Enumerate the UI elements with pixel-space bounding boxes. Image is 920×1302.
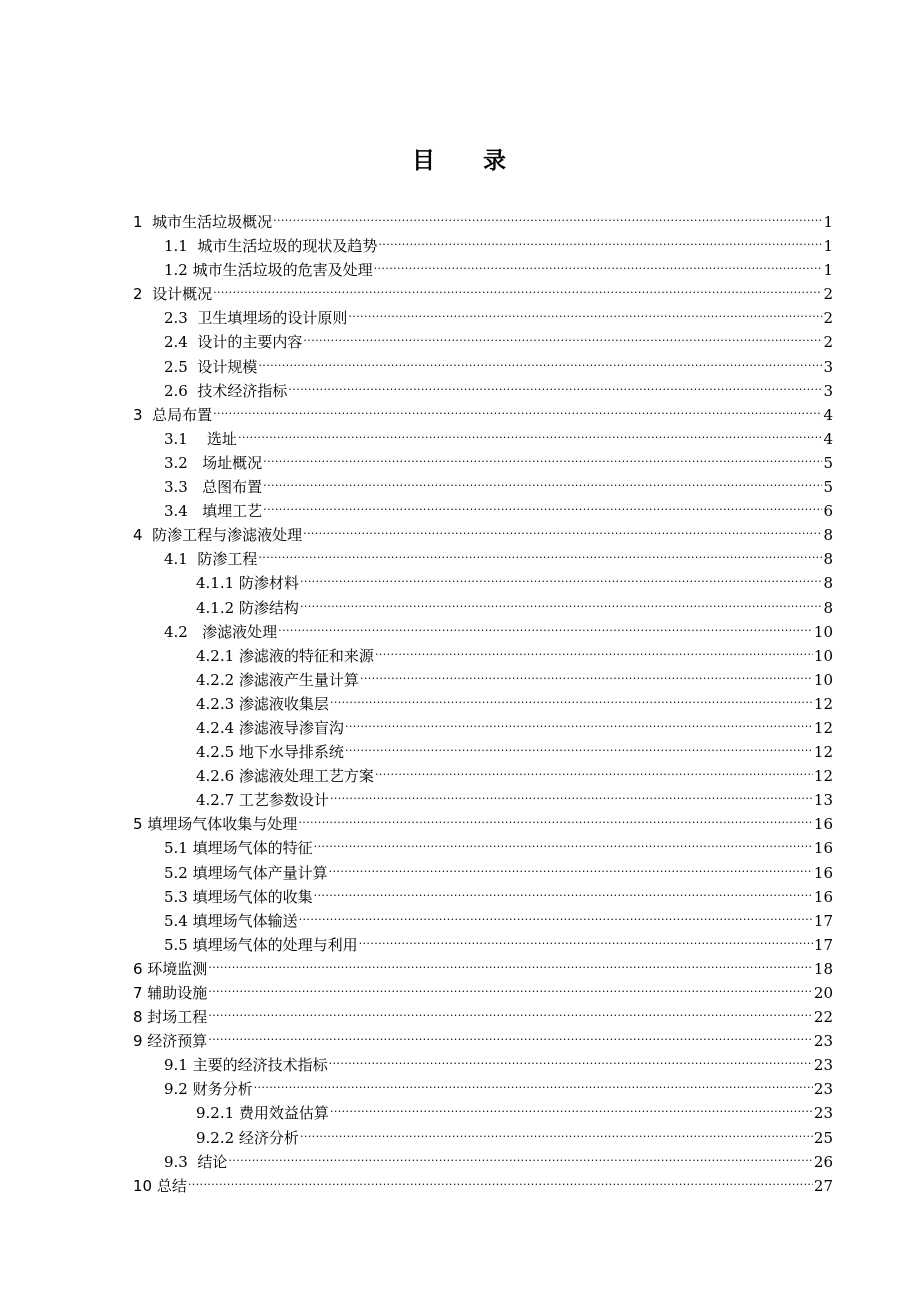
toc-entry-page-number: 2	[823, 309, 833, 328]
toc-entry[interactable]	[133, 203, 833, 231]
toc-dot-leader	[375, 757, 813, 781]
toc-dot-leader	[300, 1119, 813, 1143]
toc-entry-page-number: 23	[813, 1080, 833, 1099]
toc-entry-label: 9.2.1 费用效益估算	[196, 1104, 329, 1123]
toc-entry-label: 4.2.5 地下水导排系统	[196, 743, 344, 762]
toc-entry-page-number: 3	[823, 381, 833, 400]
toc-entry-page-number: 23	[813, 1056, 833, 1075]
toc-dot-leader	[188, 1167, 813, 1191]
toc-entry-page-number: 13	[813, 791, 833, 810]
toc-entry-page-number: 3	[823, 357, 833, 376]
toc-entry-page-number: 16	[813, 839, 833, 858]
toc-entry-page-number: 18	[813, 959, 833, 978]
toc-dot-leader	[299, 902, 813, 926]
toc-dot-leader	[298, 805, 813, 829]
toc-entry-page-number: 22	[813, 1008, 833, 1027]
toc-dot-leader	[359, 926, 813, 950]
toc-entry-label: 2.5 设计规模	[164, 357, 258, 376]
toc-entry-page-number: 1	[823, 213, 833, 231]
toc-entry-page-number: 12	[813, 694, 833, 713]
toc-dot-leader	[213, 275, 822, 299]
toc-dot-leader	[330, 781, 813, 805]
toc-entry-label: 2.4 设计的主要内容	[164, 333, 303, 352]
toc-entry-label: 4.2.6 渗滤液处理工艺方案	[196, 767, 374, 786]
toc-entry-label: 5 填埋场气体收集与处理	[133, 815, 298, 834]
toc-entry-page-number: 5	[823, 478, 833, 497]
toc-entry-page-number: 25	[813, 1128, 833, 1147]
toc-entry-page-number: 12	[813, 718, 833, 737]
toc-title	[0, 142, 920, 175]
toc-entry-label: 5.3 填埋场气体的收集	[164, 887, 313, 906]
toc-entry-page-number: 2	[823, 333, 833, 352]
toc-dot-leader	[208, 950, 813, 974]
toc-entry-label: 1 城市生活垃圾概况	[133, 213, 273, 231]
toc-dot-leader	[303, 323, 822, 347]
toc-entry-page-number: 23	[813, 1032, 833, 1051]
toc-dot-leader	[258, 540, 822, 564]
toc-dot-leader	[208, 1022, 813, 1046]
toc-entry-page-number: 10	[813, 646, 833, 665]
toc-title-right: 录	[483, 148, 508, 174]
toc-entry-label: 3 总局布置	[133, 405, 213, 424]
toc-dot-leader	[300, 589, 823, 613]
toc-entry-label: 4.1.2 防渗结构	[196, 598, 299, 617]
toc-entry-page-number: 2	[823, 285, 833, 304]
toc-title-left: 目	[412, 148, 437, 174]
toc-entry[interactable]	[133, 275, 833, 304]
toc-entry-label: 5.2 填埋场气体产量计算	[164, 863, 328, 882]
toc-dot-leader	[374, 251, 823, 275]
toc-dot-leader	[314, 878, 813, 902]
toc-entry-page-number: 8	[823, 526, 833, 545]
toc-entry-page-number: 16	[813, 863, 833, 882]
toc-entry-page-number: 4	[823, 405, 833, 424]
toc-entry-label: 8 封场工程	[133, 1008, 208, 1027]
toc-entry-page-number: 16	[813, 887, 833, 906]
toc-dot-leader	[330, 685, 813, 709]
toc-dot-leader	[329, 854, 813, 878]
toc-entry-label: 2.6 技术经济指标	[164, 381, 288, 400]
toc-entry-label: 3.4 填埋工艺	[164, 502, 263, 521]
toc-dot-leader	[258, 348, 822, 372]
toc-entry-label: 2 设计概况	[133, 285, 213, 304]
toc-dot-leader	[345, 709, 813, 733]
toc-entry-page-number: 1	[823, 261, 833, 280]
toc-dot-leader	[263, 492, 822, 516]
toc-entry-label: 5.1 填埋场气体的特征	[164, 839, 313, 858]
toc-entry-page-number: 6	[823, 502, 833, 521]
toc-entry[interactable]	[133, 396, 833, 424]
toc-entry[interactable]	[133, 1046, 833, 1075]
toc-entry-label: 4 防渗工程与渗滤液处理	[133, 526, 303, 545]
toc-entry-page-number: 26	[813, 1152, 833, 1171]
toc-entry-label: 1.2 城市生活垃圾的危害及处理	[164, 261, 373, 280]
toc-entry-page-number: 16	[813, 815, 833, 834]
toc-entry-page-number: 8	[823, 550, 833, 569]
toc-entry-label: 9.2.2 经济分析	[196, 1128, 299, 1147]
toc-dot-leader	[208, 998, 813, 1022]
toc-entry-page-number: 23	[813, 1104, 833, 1123]
toc-entry-label: 3.3 总图布置	[164, 478, 263, 497]
toc-dot-leader	[314, 829, 813, 853]
toc-dot-leader	[300, 564, 823, 588]
toc-dot-leader	[263, 444, 822, 468]
table-of-contents	[133, 203, 833, 1195]
toc-entry[interactable]	[133, 950, 833, 978]
toc-entry-page-number: 10	[813, 670, 833, 689]
toc-entry-label: 9.1 主要的经济技术指标	[164, 1056, 328, 1075]
toc-entry[interactable]	[133, 299, 833, 328]
toc-entry[interactable]	[133, 1167, 833, 1195]
toc-entry-page-number: 12	[813, 743, 833, 762]
toc-entry-page-number: 27	[813, 1176, 833, 1195]
toc-entry-label: 4.1 防渗工程	[164, 550, 258, 569]
toc-entry-page-number: 8	[823, 598, 833, 617]
toc-entry-page-number: 10	[813, 622, 833, 641]
toc-entry[interactable]	[133, 444, 833, 472]
toc-entry-label: 5.4 填埋场气体输送	[164, 911, 298, 930]
toc-entry[interactable]	[133, 420, 833, 448]
toc-entry-label: 4.2.2 渗滤液产生量计算	[196, 670, 359, 689]
toc-entry[interactable]	[133, 998, 833, 1027]
toc-entry-page-number: 17	[813, 935, 833, 954]
toc-entry-label: 6 环境监测	[133, 959, 208, 978]
toc-dot-leader	[238, 420, 823, 444]
toc-entry-page-number: 4	[823, 429, 833, 448]
toc-dot-leader	[360, 661, 813, 685]
toc-dot-leader	[345, 733, 813, 757]
toc-entry-label: 9 经济预算	[133, 1032, 208, 1051]
toc-entry-label: 2.3 卫生填埋场的设计原则	[164, 309, 348, 328]
toc-entry-page-number: 12	[813, 767, 833, 786]
toc-entry-label: 1.1 城市生活垃圾的现状及趋势	[164, 237, 378, 256]
toc-entry-page-number: 20	[813, 984, 833, 1002]
toc-entry-page-number: 1	[823, 237, 833, 256]
toc-dot-leader	[329, 1046, 813, 1070]
toc-dot-leader	[378, 227, 822, 251]
toc-dot-leader	[375, 637, 813, 661]
toc-entry-label: 4.2 渗滤液处理	[164, 622, 278, 641]
toc-entry-label: 9.2 财务分析	[164, 1080, 253, 1099]
toc-dot-leader	[278, 613, 813, 637]
toc-dot-leader	[303, 516, 822, 540]
toc-entry[interactable]	[133, 1143, 833, 1171]
toc-entry-label: 4.2.4 渗滤液导渗盲沟	[196, 718, 344, 737]
toc-entry-label: 4.2.7 工艺参数设计	[196, 791, 329, 810]
toc-dot-leader	[213, 396, 822, 420]
toc-dot-leader	[288, 372, 822, 396]
toc-entry-label: 5.5 填埋场气体的处理与利用	[164, 935, 358, 954]
toc-entry-page-number: 17	[813, 911, 833, 930]
toc-dot-leader	[263, 468, 822, 492]
toc-entry-label: 7 辅助设施	[133, 984, 208, 1002]
toc-dot-leader	[273, 203, 822, 227]
toc-entry[interactable]	[133, 1022, 833, 1051]
toc-entry-label: 10 总结	[133, 1176, 187, 1195]
toc-entry-page-number: 8	[823, 574, 833, 593]
toc-entry[interactable]	[133, 974, 833, 1002]
toc-dot-leader	[254, 1070, 813, 1094]
toc-dot-leader	[228, 1143, 813, 1167]
toc-dot-leader	[208, 974, 813, 998]
toc-entry-page-number: 5	[823, 453, 833, 472]
toc-dot-leader	[330, 1094, 813, 1118]
toc-entry-label: 3.1 选址	[164, 429, 237, 448]
toc-dot-leader	[348, 299, 822, 323]
toc-entry-label: 4.2.3 渗滤液收集层	[196, 694, 329, 713]
toc-entry-label: 9.3 结论	[164, 1152, 228, 1171]
toc-entry-label: 4.2.1 渗滤液的特征和来源	[196, 646, 374, 665]
toc-entry-label: 4.1.1 防渗材料	[196, 574, 299, 593]
toc-entry-label: 3.2 场址概况	[164, 453, 263, 472]
